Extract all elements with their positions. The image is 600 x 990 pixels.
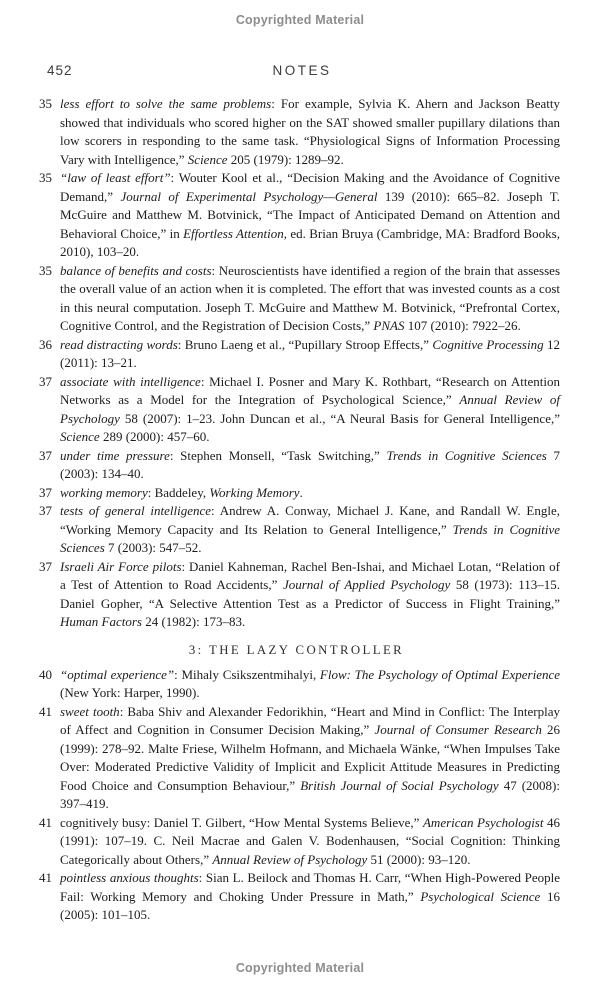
note-text-italic: Science — [60, 429, 100, 444]
note-text-italic: PNAS — [373, 318, 405, 333]
note-text-italic: Human Factors — [60, 614, 142, 629]
copyright-notice-top: Copyrighted Material — [235, 13, 365, 27]
note-text: 26 (1999): 278–92. Malte Friese, Wilhelm Hofmann, and Michaela Wänke, “When Impulses Take Over: Moderated Predictive Validity of Implicit and Explicit Attitude Measures in Predicting Food Choice and Consumption Behaviour,” — [60, 722, 561, 793]
note-text-italic: Annual Review of Psychology — [60, 392, 560, 426]
note-item — [33, 484, 560, 503]
note-number: 35 — [39, 170, 52, 185]
note-item — [33, 373, 560, 447]
note-text: 107 (2010): 7922–26. — [404, 318, 521, 333]
note-number: 40 — [39, 666, 52, 682]
note-number: 37 — [39, 373, 52, 389]
note-text: 24 (1982): 173–83. — [141, 614, 246, 629]
note-text: cognitively busy: Daniel T. Gilbert, “How Mental Systems Believe,” — [60, 814, 423, 830]
note-text-italic: pointless anxious thoughts — [60, 870, 199, 885]
note-text: 7 (2003): 547–52. — [104, 540, 202, 555]
notes-body — [33, 95, 560, 925]
note-text-italic: Israeli Air Force pilots — [60, 558, 182, 574]
note-text: : Wouter Kool et al., “Decision Making and the Avoidance of Cognitive Demand,” — [60, 170, 560, 204]
note-number: 36 — [39, 336, 52, 352]
note-item — [33, 336, 560, 373]
note-text-italic: Trends in Cognitive Sciences — [60, 521, 561, 555]
note-text: , ed. Brian Bruya (Cambridge, MA: Bradford Books, 2010), 103–20. — [60, 225, 560, 259]
note-number: 37 — [39, 503, 52, 518]
note-text-italic: Flow: The Psychology of Optimal Experience — [319, 666, 561, 682]
note-text: 205 (1979): 1289–92. — [227, 151, 344, 167]
notes-list-chapter-3 — [33, 666, 560, 925]
note-item — [33, 666, 560, 703]
note-text: 7 (2003): 134–40. — [60, 447, 561, 481]
note-item — [33, 169, 560, 262]
note-text: : Bruno Laeng et al., “Pupillary Stroop Effects,” — [177, 336, 433, 352]
note-text-italic: Journal of Experimental Psychology—General — [120, 188, 378, 204]
note-number: 37 — [39, 484, 52, 500]
note-item — [33, 95, 560, 169]
chapter-section-heading: 3: THE LAZY CONTROLLER — [188, 642, 405, 657]
note-text: : Mihaly Csikszentmihalyi, — [174, 666, 320, 682]
note-text: : Neuroscientists have identified a region of the brain that assesses the overall value of an action when it is completed. The effort that was invested counts as a cost in this neural computation. Joseph T. McGuire and Matthew M. Botvinick, “Prefrontal Cortex, Cognitive Control, and the Registration of Decision Costs,” — [60, 262, 561, 333]
note-text-italic: Psychological Science — [420, 888, 541, 904]
note-text-italic: tests of general intelligence — [60, 503, 212, 518]
note-text: 46 (1991): 107–19. C. Neil Macrae and Galen V. Bodenhausen, “Social Cognition: Thinking Categorically about Others,” — [60, 814, 561, 867]
note-text-italic: American Psychologist — [422, 814, 544, 830]
note-text-italic: read distracting words — [60, 336, 178, 352]
note-text: 51 (2000): 93–120. — [367, 851, 471, 867]
note-text: 16 (2005): 101–105. — [60, 888, 561, 922]
note-text: 12 (2011): 13–21. — [60, 336, 560, 370]
note-number: 37 — [39, 447, 52, 463]
note-text-italic: Trends in Cognitive Sciences — [386, 447, 547, 463]
note-text-italic: less effort to solve the same problems — [60, 96, 272, 111]
note-item — [33, 869, 560, 925]
note-text-italic: working memory — [60, 484, 148, 500]
note-number: 41 — [39, 870, 52, 885]
note-text: : Stephen Monsell, “Task Switching,” — [169, 447, 387, 463]
note-text: : For example, Sylvia K. Ahern and Jackson Beatty showed that individuals who scored higher on the SAT showed smaller pupillary dilations than low scorers in responding to the same task. “Physiological Signs of Information Processing Vary with Intelligence,” — [60, 96, 560, 167]
note-text: 47 (2008): 397–419. — [60, 777, 560, 811]
note-item — [33, 502, 560, 558]
note-text-italic: under time pressure — [60, 447, 170, 463]
note-text: : Michael I. Posner and Mary K. Rothbart, “Research on Attention Networks as a Model for the Integration of Psychological Science,” — [60, 373, 561, 407]
note-text-italic: sweet tooth — [60, 703, 120, 719]
note-text-italic: associate with intelligence — [60, 373, 201, 389]
note-text: : Daniel Kahneman, Rachel Ben-Ishai, and Michael Lotan, “Relation of a Test of Attention to Road Accidents,” — [60, 558, 560, 592]
note-text: 58 (2007): 1–23. John Duncan et al., “A Neural Basis for General Intelligence,” — [119, 410, 560, 426]
note-text-italic: British Journal of Social Psychology — [300, 777, 499, 793]
copyright-notice-bottom: Copyrighted Material — [235, 961, 365, 975]
note-item — [33, 814, 560, 870]
note-text-italic: Annual Review of Psychology — [212, 851, 368, 867]
note-number: 41 — [39, 703, 52, 719]
note-item — [33, 558, 560, 632]
note-text: 58 (1973): 113–15. Daniel Gopher, “A Selective Attention Test as a Predictor of Success in Flight Training,” — [60, 577, 560, 611]
note-text-italic: balance of benefits and costs — [60, 262, 212, 278]
note-text-italic: Journal of Applied Psychology — [282, 577, 451, 592]
page-number: 452 — [47, 63, 73, 78]
note-text: 289 (2000): 457–60. — [99, 429, 210, 444]
note-number: 41 — [39, 814, 52, 830]
notes-list-chapter-2 — [33, 95, 560, 632]
note-text-italic: “optimal experience” — [60, 666, 175, 682]
note-text: . — [299, 484, 303, 500]
note-text-italic: “law of least effort” — [60, 170, 171, 185]
note-text-italic: Working Memory — [209, 484, 300, 500]
note-text: : Baba Shiv and Alexander Fedorikhin, “Heart and Mind in Conflict: The Interplay of Affect and Cognition in Consumer Decision Making,” — [60, 703, 561, 737]
note-text: : Andrew A. Conway, Michael J. Kane, and Randall W. Engle, “Working Memory Capacity and Its Relation to General Intelligence,” — [60, 503, 561, 537]
note-item — [33, 262, 560, 336]
note-text: 139 (2010): 665–82. Joseph T. McGuire and Matthew M. Botvinick, “The Impact of Anticipated Demand on Attention and Behavioral Choice,” in — [60, 188, 560, 241]
note-text-italic: Journal of Consumer Research — [374, 722, 542, 737]
note-text: (New York: Harper, 1990). — [60, 685, 200, 700]
note-number: 35 — [39, 262, 52, 278]
note-text-italic: Science — [187, 151, 228, 167]
page-header — [47, 63, 557, 81]
note-number: 37 — [39, 558, 52, 574]
note-text: : Sian L. Beilock and Thomas H. Carr, “When High-Powered People Fail: Working Memory and Choking Under Pressure in Math,” — [60, 870, 560, 904]
note-item — [33, 447, 560, 484]
note-number: 35 — [39, 96, 52, 111]
note-text: : Baddeley, — [147, 484, 210, 500]
note-text-italic: Effortless Attention — [183, 225, 284, 241]
note-text-italic: Cognitive Processing — [432, 336, 544, 352]
note-item — [33, 703, 560, 814]
running-head: NOTES — [272, 63, 332, 78]
